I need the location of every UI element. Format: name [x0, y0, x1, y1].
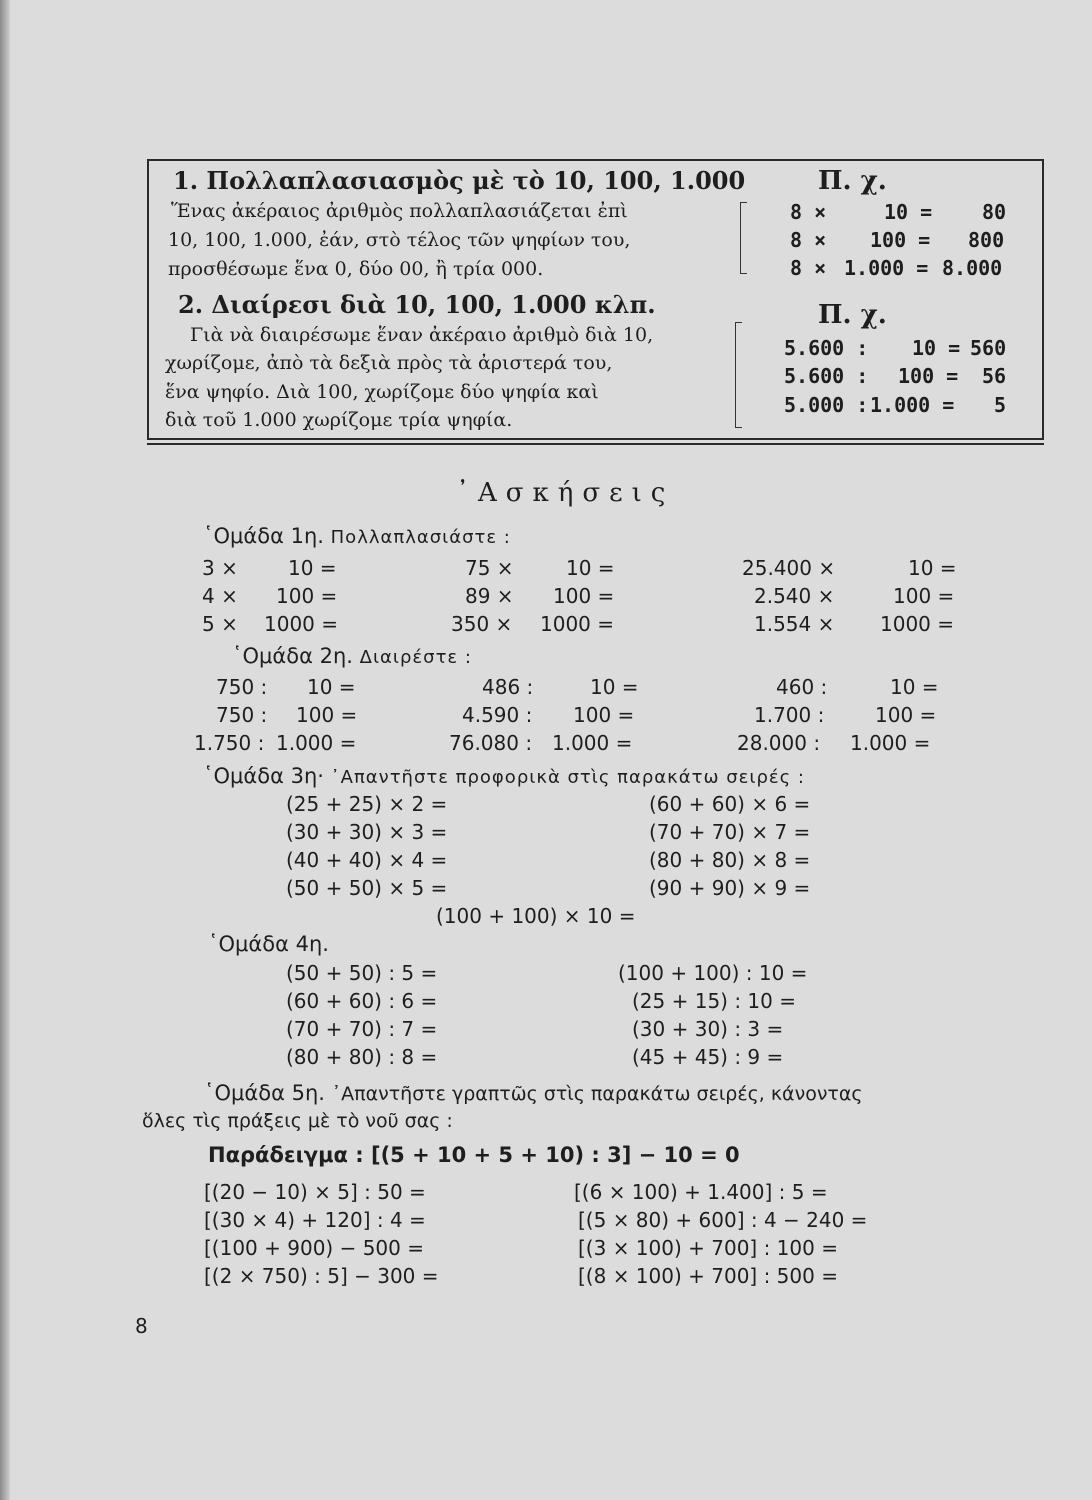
exercise-expression: [(3 × 100) + 700] : 100 = [578, 1236, 838, 1260]
group2-label: ῾Ομάδα 2η. [232, 644, 353, 668]
multiplication-rule-line: 10, 100, 1.000, ἐάν, στὸ τέλος τῶν ψηφίων του, [168, 229, 631, 251]
multiplication-rule-line: προσθέσωμε ἕνα 0, δύο 00, ἢ τρία 000. [168, 258, 544, 280]
example-label: Παράδειγμα : [208, 1143, 364, 1167]
exercise-expression: (45 + 45) : 9 = [632, 1045, 784, 1069]
exercise-operand: 100 = [893, 584, 955, 608]
exercise-expression: (50 + 50) × 5 = [286, 876, 448, 900]
exercise-expression: [(5 × 80) + 600] : 4 − 240 = [578, 1208, 868, 1232]
exercise-expression: [(100 + 900) − 500 = [204, 1236, 424, 1260]
exercise-expression: [(8 × 100) + 700] : 500 = [578, 1264, 838, 1288]
exercise-operand: 1000 = [880, 612, 955, 636]
exercise-divisor: 100 = [296, 703, 358, 727]
division-example-label: Π. χ. [818, 300, 887, 330]
example-divisor: 10 = [912, 336, 961, 360]
example-result: 800 [968, 228, 1005, 252]
exercise-divisor: 10 = [307, 675, 356, 699]
group5-instruction-continued: ὅλες τὶς πράξεις μὲ τὸ νοῦ σας : [142, 1110, 453, 1132]
example-result: 560 [970, 336, 1007, 360]
exercise-expression: (40 + 40) × 4 = [286, 848, 448, 872]
exercise-expression: [(20 − 10) × 5] : 50 = [204, 1180, 426, 1204]
example-factor: 8 × [790, 256, 827, 280]
division-rule-line: ἕνα ψηφίο. Διὰ 100, χωρίζομε δύο ψηφία καὶ [165, 381, 599, 403]
exercise-dividend: 76.080 : [449, 731, 533, 755]
exercise-expression: (50 + 50) : 5 = [286, 961, 438, 985]
exercise-factor: 89 × [465, 584, 514, 608]
exercise-factor: 4 × [202, 584, 238, 608]
exercise-dividend: 750 : [216, 675, 268, 699]
exercise-divisor: 100 = [573, 703, 635, 727]
exercise-expression: (70 + 70) : 7 = [286, 1017, 438, 1041]
exercise-factor: 1.554 × [754, 612, 835, 636]
exercise-dividend: 486 : [482, 675, 534, 699]
exercise-factor: 5 × [202, 612, 238, 636]
example-operand: 1.000 = [844, 256, 929, 280]
exercise-divisor: 1.000 = [276, 731, 357, 755]
exercise-divisor: 10 = [890, 675, 939, 699]
exercise-expression: (100 + 100) : 10 = [618, 961, 808, 985]
example-result: 56 [982, 364, 1007, 388]
exercise-expression: (25 + 15) : 10 = [632, 989, 796, 1013]
multiplication-rule-line: Ἕνας ἀκέραιος ἀριθμὸς πολλαπλασιάζεται ἐπὶ [171, 200, 628, 222]
example-dividend: 5.000 : [784, 393, 869, 417]
exercise-operand: 10 = [288, 556, 337, 580]
group5-instruction: ᾿Απαντῆστε γραπτῶς στὶς παρακάτω σειρές, κάνοντας [331, 1083, 863, 1105]
example-result: 5 [994, 393, 1007, 417]
group3-label: ῾Ομάδα 3η· [203, 764, 324, 788]
exercise-dividend: 28.000 : [737, 731, 821, 755]
group2-instruction: Διαιρέστε : [359, 647, 472, 668]
example-divisor: 100 = [898, 364, 959, 388]
exercise-expression: (60 + 60) : 6 = [286, 989, 438, 1013]
group1-instruction: Πολλαπλασιάστε : [330, 527, 511, 548]
example-expression: [(5 + 10 + 5 + 10) : 3] − 10 = 0 [370, 1143, 740, 1167]
exercises-title: ᾿Ασκήσεις [456, 478, 675, 508]
rules-box-underline [147, 443, 1044, 445]
exercise-factor: 2.540 × [754, 584, 835, 608]
group3-instruction: ᾿Απαντῆστε προφορικὰ στὶς παρακάτω σειρές : [330, 767, 805, 788]
example-divisor: 1.000 = [870, 393, 955, 417]
exercise-expression: [(30 × 4) + 120] : 4 = [204, 1208, 426, 1232]
example-operand: 100 = [870, 228, 931, 252]
exercise-operand: 1000 = [540, 612, 615, 636]
exercise-divisor: 100 = [875, 703, 937, 727]
division-rule-title: 2. Διαίρεσι διὰ 10, 100, 1.000 κλπ. [178, 290, 656, 319]
exercise-expression: (30 + 30) : 3 = [632, 1017, 784, 1041]
division-rule-line: χωρίζομε, ἀπὸ τὰ δεξιὰ πρὸς τὰ ἀριστερά του, [165, 352, 613, 374]
example-result: 80 [982, 200, 1007, 224]
exercise-operand: 10 = [566, 556, 615, 580]
example-factor: 8 × [790, 228, 827, 252]
multiplication-example-label: Π. χ. [818, 166, 887, 196]
exercise-expression: (25 + 25) × 2 = [286, 792, 448, 816]
exercise-expression: (90 + 90) × 9 = [649, 876, 811, 900]
exercise-dividend: 1.750 : [194, 731, 265, 755]
division-rule-line: Γιὰ νὰ διαιρέσωμε ἕναν ἀκέραιο ἀριθμὸ διὰ 10, [190, 324, 654, 346]
page-number: 8 [135, 1314, 148, 1338]
exercise-divisor: 10 = [590, 675, 639, 699]
exercise-factor: 75 × [465, 556, 514, 580]
exercise-expression: (30 + 30) × 3 = [286, 820, 448, 844]
example-factor: 8 × [790, 200, 827, 224]
exercise-dividend: 460 : [776, 675, 828, 699]
exercise-operand: 100 = [553, 584, 615, 608]
exercise-expression: [(6 × 100) + 1.400] : 5 = [574, 1180, 828, 1204]
exercise-expression: (70 + 70) × 7 = [649, 820, 811, 844]
exercise-dividend: 4.590 : [462, 703, 533, 727]
bracket-decoration [740, 202, 747, 274]
division-rule-line: διὰ τοῦ 1.000 χωρίζομε τρία ψηφία. [165, 409, 513, 431]
group5-label: ῾Ομάδα 5η. [204, 1081, 325, 1105]
exercise-operand: 100 = [276, 584, 338, 608]
exercise-operand: 10 = [908, 556, 957, 580]
example-operand: 10 = [884, 200, 933, 224]
exercise-dividend: 1.700 : [754, 703, 825, 727]
bracket-decoration [735, 322, 742, 428]
exercise-expression: [(2 × 750) : 5] − 300 = [204, 1264, 439, 1288]
exercise-divisor: 1.000 = [850, 731, 931, 755]
exercise-expression: (60 + 60) × 6 = [649, 792, 811, 816]
exercise-factor: 350 × [451, 612, 513, 636]
exercise-divisor: 1.000 = [552, 731, 633, 755]
exercise-dividend: 750 : [216, 703, 268, 727]
group1-label: ῾Ομάδα 1η. [203, 524, 324, 548]
exercise-factor: 25.400 × [742, 556, 836, 580]
exercise-expression: (100 + 100) × 10 = [436, 904, 636, 928]
exercise-operand: 1000 = [264, 612, 339, 636]
group4-label: ῾Ομάδα 4η. [208, 932, 329, 956]
example-dividend: 5.600 : [784, 364, 869, 388]
example-dividend: 5.600 : [784, 336, 869, 360]
multiplication-rule-title: 1. Πολλαπλασιασμὸς μὲ τὸ 10, 100, 1.000 [173, 166, 746, 195]
exercise-factor: 3 × [202, 556, 238, 580]
exercise-expression: (80 + 80) : 8 = [286, 1045, 438, 1069]
page-binding-edge [0, 0, 10, 1500]
exercise-expression: (80 + 80) × 8 = [649, 848, 811, 872]
example-result: 8.000 [942, 256, 1003, 280]
